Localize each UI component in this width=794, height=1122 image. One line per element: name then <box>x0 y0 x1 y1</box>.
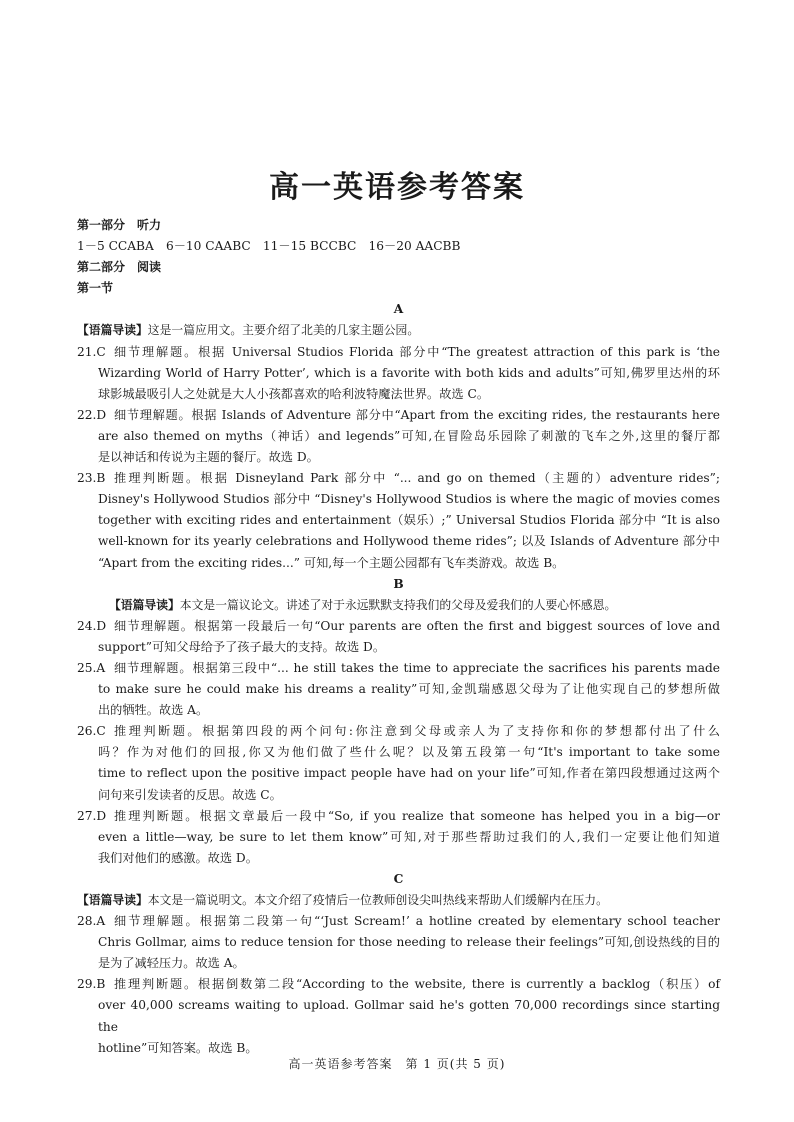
question-number: 23.B <box>77 471 106 486</box>
part1-heading: 第一部分 听力 <box>77 218 162 232</box>
question-number: 25.A <box>77 660 106 675</box>
explanation-line: over 40,000 screams waiting to upload. Gollmar said he's gotten 70,000 recordings since starting the <box>98 998 720 1034</box>
answer-item <box>77 911 720 974</box>
answer-item <box>77 405 720 468</box>
explanation-line: 球影城最吸引人之处就是大人小孩都喜欢的哈利波特魔法世界。故选 C。 <box>98 386 490 401</box>
question-number: 27.D <box>77 808 107 823</box>
question-number: 26.C <box>77 724 106 739</box>
explanation-line: are also themed on myths（神话）and legends”可知,在冒险岛乐园除了刺激的飞车之外,这里的餐厅都 <box>98 428 720 443</box>
page-footer: 高一英语参考答案 第 1 页(共 5 页) <box>288 1057 506 1071</box>
lead-text: 这是一篇应用文。主要介绍了北美的几家主题公园。 <box>147 323 420 338</box>
explanation-line: 细节理解题。根据第一段最后一句“Our parents are often the first and biggest sources of love and <box>114 618 720 633</box>
answer-item <box>77 616 720 658</box>
lead-label: 【语篇导读】 <box>109 597 180 612</box>
explanation-line: 是以神话和传说为主题的餐厅。故选 D。 <box>98 450 319 465</box>
question-number: 22.D <box>77 407 107 422</box>
explanation-line: 细节理解题。根据第二段第一句“‘Just Scream!’ a hotline created by elementary school teacher <box>114 914 720 929</box>
explanation-line: “Apart from the exciting rides...” 可知,每一个主题公园都有飞车类游戏。故选 B。 <box>98 555 565 570</box>
explanation-line: 推理判断题。根据文章最后一段中“So, if you realize that someone has helped you in a big—or <box>114 808 720 823</box>
passages <box>77 299 720 1058</box>
explanation-line: 推理判断题。根据 Disneyland Park 部分中 “... and go on themed（主题的）adventure rides”; <box>114 471 720 486</box>
explanation-line: 推理判断题。根据倒数第二段“According to the website, there is currently a backlog（积压）of <box>114 977 720 992</box>
lead-label: 【语篇导读】 <box>77 323 148 338</box>
question-number: 24.D <box>77 618 107 633</box>
explanation-line: even a little—way, be sure to let them know”可知,对于那些帮助过我们的人,我们一定要让他们知道 <box>98 829 720 844</box>
answer-item <box>77 974 720 1058</box>
lead-text: 本文是一篇议论文。讲述了对于永远默默支持我们的父母及爱我们的人要心怀感恩。 <box>179 597 617 612</box>
lead-text: 本文是一篇说明文。本文介绍了疫情后一位教师创设尖叫热线来帮助人们缓解内在压力。 <box>147 893 608 907</box>
answer-item <box>77 721 720 805</box>
explanation-line: 我们对他们的感激。故选 D。 <box>98 850 258 865</box>
passage-letter: A <box>393 302 404 317</box>
answer-item <box>77 806 720 869</box>
passage-letter: C <box>393 871 404 886</box>
passage-lead <box>77 595 720 616</box>
explanation-line: 吗？作为对他们的回报,你又为他们做了些什么呢？以及第五段第一句“It's important to take some <box>98 745 720 760</box>
lead-label: 【语篇导读】 <box>77 893 148 907</box>
answer-item <box>77 468 720 573</box>
explanation-line: time to reflect upon the positive impact people have had on your life”可知,作者在第四段想通过这两个 <box>98 766 720 781</box>
explanation-line: 是为了减轻压力。故选 A。 <box>98 956 245 971</box>
page-title: 高一英语参考答案 <box>269 170 525 205</box>
passage-letter: B <box>393 576 404 591</box>
explanation-line: hotline”可知答案。故选 B。 <box>98 1040 258 1055</box>
explanation-line: 细节理解题。根据 Universal Studios Florida 部分中“The greatest attraction of this park is ‘the <box>114 344 720 359</box>
answer-content <box>77 215 720 1059</box>
passage-lead <box>77 320 720 341</box>
explanation-line: support”可知父母给予了孩子最大的支持。故选 D。 <box>98 639 386 654</box>
explanation-line: 问句来引发读者的反思。故选 C。 <box>98 787 282 802</box>
answer-item <box>77 658 720 721</box>
explanation-line: Disney's Hollywood Studios 部分中 “Disney's Hollywood Studios is where the magic of movies comes <box>98 492 720 507</box>
explanation-line: 出的牺牲。故选 A。 <box>98 703 209 718</box>
passage-lead <box>77 890 720 911</box>
question-number: 21.C <box>77 344 106 359</box>
explanation-line: Wizarding World of Harry Potter’, which is a favorite with both kids and adults”可知,佛罗里达州的环 <box>98 365 720 380</box>
explanation-line: to make sure he could make his dreams a reality”可知,金凯瑞感恩父母为了让他实现自己的梦想所做 <box>98 682 720 697</box>
part2-heading: 第二部分 阅读 <box>77 260 162 275</box>
explanation-line: 细节理解题。根据第三段中“... he still takes the time to appreciate the sacrifices his parents made <box>114 660 720 675</box>
explanation-line: well-known for its yearly celebrations and Hollywood theme rides”; 以及 Islands of Adventure 部分中 <box>98 534 720 549</box>
explanation-line: 推理判断题。根据第四段的两个问句:你注意到父母或亲人为了支持你和你的梦想都付出了什么 <box>114 724 720 739</box>
question-number: 28.A <box>77 914 106 929</box>
section-heading: 第一节 <box>77 281 114 296</box>
answer-item <box>77 342 720 405</box>
explanation-line: together with exciting rides and entertainment（娱乐）;” Universal Studios Florida 部分中 “It is also <box>98 513 720 528</box>
explanation-line: Chris Gollmar, aims to reduce tension for those needing to release their feelings”可知,创设热线的目的 <box>98 935 720 950</box>
question-number: 29.B <box>77 977 106 992</box>
explanation-line: 细节理解题。根据 Islands of Adventure 部分中“Apart from the exciting rides, the restaurants here <box>114 407 720 422</box>
listening-answers: 1－5 CCABA 6－10 CAABC 11－15 BCCBC 16－20 AACBB <box>77 239 461 254</box>
